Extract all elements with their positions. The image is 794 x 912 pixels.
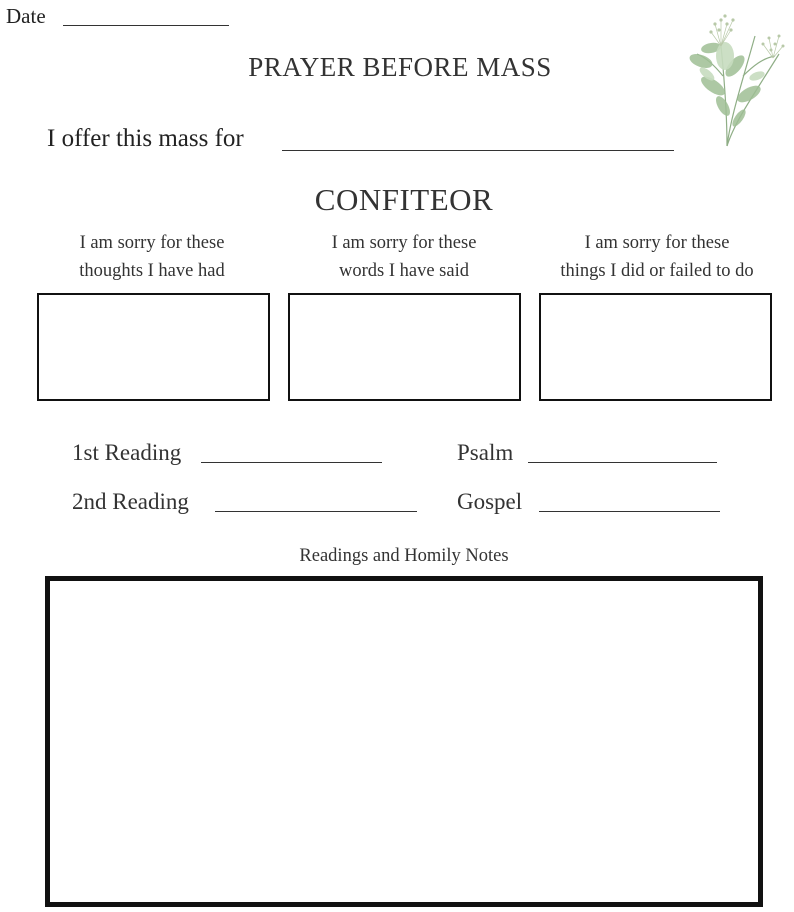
sorry-words-box[interactable] xyxy=(288,293,521,401)
sorry-thoughts-line2: thoughts I have had xyxy=(79,261,225,281)
sorry-deeds-line1: I am sorry for these xyxy=(584,233,730,253)
sorry-words-line1: I am sorry for these xyxy=(331,233,477,253)
gospel-field[interactable] xyxy=(539,511,720,512)
homily-notes-box[interactable] xyxy=(45,576,763,907)
sorry-thoughts-box[interactable] xyxy=(37,293,270,401)
page-title: PRAYER BEFORE MASS xyxy=(248,52,552,82)
first-reading-field[interactable] xyxy=(201,462,382,463)
sorry-words-label xyxy=(288,229,520,285)
offer-label: I offer this mass for xyxy=(47,125,244,152)
sorry-thoughts-label xyxy=(36,229,268,285)
first-reading-label: 1st Reading xyxy=(72,440,182,465)
sorry-deeds-box[interactable] xyxy=(539,293,772,401)
second-reading-field[interactable] xyxy=(215,511,417,512)
offer-intention-field[interactable] xyxy=(282,150,674,151)
date-field[interactable] xyxy=(63,25,229,26)
notes-label: Readings and Homily Notes xyxy=(299,546,509,566)
sorry-thoughts-line1: I am sorry for these xyxy=(79,233,225,253)
sorry-deeds-line2: things I did or failed to do xyxy=(560,261,754,281)
psalm-field[interactable] xyxy=(528,462,717,463)
sorry-words-line2: words I have said xyxy=(339,261,469,281)
second-reading-label: 2nd Reading xyxy=(72,489,189,514)
psalm-label: Psalm xyxy=(457,440,514,465)
sorry-deeds-label xyxy=(539,229,775,285)
date-label: Date xyxy=(6,4,46,28)
confiteor-heading: CONFITEOR xyxy=(314,182,494,217)
gospel-label: Gospel xyxy=(457,489,523,514)
